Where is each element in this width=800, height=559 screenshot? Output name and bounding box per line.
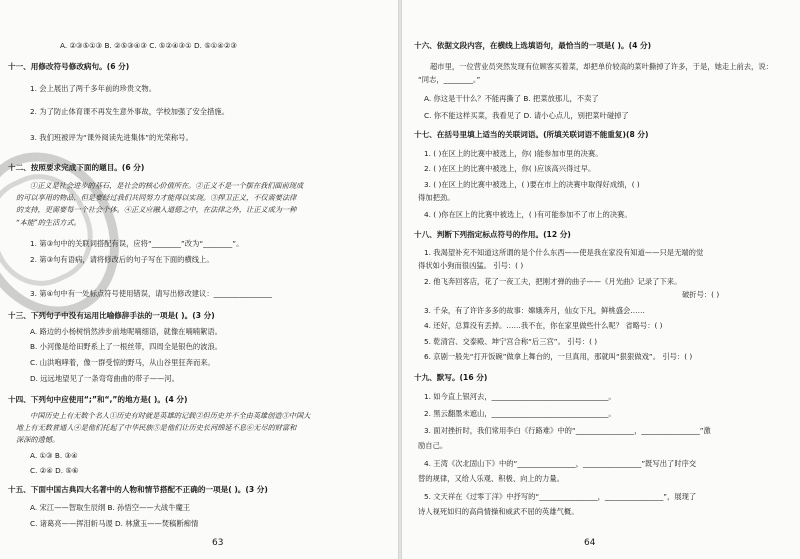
q13-option-b: B. 小河像是给田野系上了一根丝带，四周全是银色的波浪。: [30, 342, 223, 351]
q19-item-1: 1. 如今直上银河去，________________________________。: [424, 392, 616, 401]
q13-heading: 十三、下列句子中没有运用比喻修辞手法的一项是( )。(3 分): [8, 311, 215, 320]
q15-heading: 十五、下面中国古典四大名著中的人物和情节搭配不正确的一项是( )。(3 分): [8, 485, 268, 494]
left-page: [0, 0, 398, 559]
q14-options-cd: C. ②④ D. ⑤⑥: [30, 466, 79, 475]
q19-item-5: 5. 文天祥在《过零丁洋》中抒写的“________________，________________”，展现了: [424, 492, 697, 501]
page-number-left: 63: [212, 538, 224, 548]
q12-item-3: 3. 第④句中有一处标点符号使用错误，请写出修改建议：________________: [30, 289, 273, 298]
q11-item-3: 3. 我们班被评为“课外阅读先进集体”的光荣称号。: [30, 133, 193, 142]
q14-heading: 十四、下列句中应使用“;”和“,”的地方是( )。(4 分): [8, 395, 188, 404]
q18-item-1: 1. 我渴望补充不知道这所谓的是个什么东西——使是我在家没有知道——只是无端的觉: [424, 248, 704, 257]
q13-option-d: D. 远远地望见了一条弯弯曲曲的带子——河。: [30, 374, 179, 383]
q16-heading: 十六、依据文段内容，在横线上选填语句，最恰当的一项是( )。(4 分): [414, 41, 652, 50]
q14-passage-line: 中国历史上有无数个名人①历史有时就是英雄的记载②但历史并不全由英雄创造③中国大: [30, 411, 311, 420]
q11-item-1: 1. 会上展出了两千多年前的珍贵文物。: [30, 84, 157, 93]
q16-passage-line: 超市里，一位营业员突然发现有位顾客买着菜，却把单价较高的菜叶撕掉了许多，于是，她走上前去，说：: [430, 62, 773, 71]
q12-item-1: 1. 第③句中的关联词搭配有误，应将“________”改为“________”。: [30, 239, 244, 248]
q17-item-3: 3. ( )在区上的比赛中被选上，( )要在市上的决赛中取得好成绩，( ): [424, 180, 640, 189]
q18-item-4: 4. 还好，总算没有丢掉。……我不在，你在家里做些什么呢？ 省略号：( ): [424, 321, 663, 330]
q19-item-4-cont: 替的规律，又给人乐观、积极、向上的力量。: [418, 474, 564, 483]
q11-item-2: 2. 为了防止体育课不再发生意外事故，学校加强了安全措施。: [30, 107, 229, 116]
q18-item-5: 5. 乾清宫、交泰殿、坤宁宫合称“后三宫”。 引号：( ): [424, 337, 598, 346]
q18-item-2-answer: 破折号：( ): [682, 290, 720, 299]
q12-passage-line: ①正义是社会进步的基石，是社会的核心价值所在。②正义不是一个摆在我们面前现成: [30, 181, 304, 190]
q19-item-5-cont: 诗人视死如归的高尚情操和威武不屈的英雄气概。: [418, 507, 579, 516]
q17-item-1: 1. ( )在区上的比赛中被选上，你( )能参加市里的决赛。: [424, 149, 603, 158]
q17-item-4: 4. ( )你在区上的比赛中被选上，( )有可能参加不了市上的决赛。: [424, 210, 632, 219]
q13-option-a: A. 路边的小杨树悄然涉步前地呢喃细语，就像在喃喃絮语。: [30, 327, 222, 336]
q18-heading: 十八、判断下列指定标点符号的作用。(12 分): [414, 230, 571, 239]
q17-item-3-cont: 得加把劲。: [418, 193, 455, 202]
q13-option-c: C. 山洪咆哮着，像一群受惊的野马，从山谷里狂奔而来。: [30, 358, 215, 367]
q10-options: A. ②③⑤①③ B. ②⑤③④③ C. ⑤②④③① D. ⑤①④②③: [60, 41, 237, 50]
q19-item-2: 2. 黑云翻墨未遮山，________________________________。: [424, 409, 616, 418]
q18-item-2: 2. 他飞奔回客店，花了一夜工夫，把刚才弹的曲子——《月光曲》记录了下来。: [424, 277, 682, 286]
q19-item-4: 4. 王湾《次北固山下》中的“________________，________________”既写出了时序交: [424, 459, 697, 468]
q11-heading: 十一、用修改符号修改病句。(6 分): [8, 62, 130, 71]
q12-passage-line: 的支持，更需要每一个社会个体。④正义应融入道德之中，在法律之外，让正义成为一种: [16, 205, 297, 214]
q18-item-6: 6. 京剧一般先“打开饭碗”做拿上舞台的，一旦真用，那就叫“狠狠做戏”。 引号：( ): [424, 352, 693, 361]
q14-passage-line: 地上有无数普通人④是他们托起了中华民族⑤是他们让历史长河绵延不息⑥无尽的财富和: [16, 423, 297, 432]
q16-passage-line: “同志，________。”: [418, 75, 481, 84]
q12-heading: 十二、按照要求完成下面的题目。(6 分): [8, 163, 145, 172]
q14-options-ab: A. ①③ B. ③④: [30, 451, 78, 460]
q19-item-3-cont: 励自己。: [418, 441, 448, 450]
q12-item-2: 2. 第③句有语病，请将修改后的句子写在下面的横线上。: [30, 255, 214, 264]
q19-item-3: 3. 面对挫折时，我们常用李白《行路难》中的“________________，________________”激: [424, 426, 711, 435]
q19-heading: 十九、默写。(16 分): [414, 373, 488, 382]
q17-item-2: 2. ( )在区上的比赛中被选上，你( )应该高兴得过早。: [424, 164, 596, 173]
q18-item-1-cont: 得状如小狗而很凶猛。 引号：( ): [418, 261, 524, 270]
q15-options-ab: A. 宋江——智取生辰纲 B. 孙悟空——大战牛魔王: [30, 503, 191, 512]
right-page: [402, 0, 800, 559]
q16-options-ab: A. 你这是干什么？不能再撕了 B. 把菜放那儿，不卖了: [424, 94, 599, 103]
q14-passage-line: 深深的遗憾。: [16, 435, 60, 444]
q18-item-3: 3. 千朵，有了许许多多的故事：嫦娥奔月，仙女下凡，鲜桃盛会……: [424, 306, 645, 315]
q12-passage-line: 的可以享用的物品，但是要经过我们共同努力才能得以实现。③捍卫正义，不仅需要法律: [16, 193, 297, 202]
page-number-right: 64: [584, 538, 596, 548]
q17-heading: 十七、在括号里填上适当的关联词语。(所填关联词语不能重复)(8 分): [414, 130, 649, 139]
q12-passage-line: “本能”的生活方式。: [16, 218, 81, 227]
q15-options-cd: C. 诸葛亮——挥泪斩马谡 D. 林黛玉——焚稿断痴情: [30, 519, 199, 528]
q16-options-cd: C. 你不能这样买菜，我看见了 D. 请小心点儿，别把菜叶碰掉了: [424, 111, 629, 120]
